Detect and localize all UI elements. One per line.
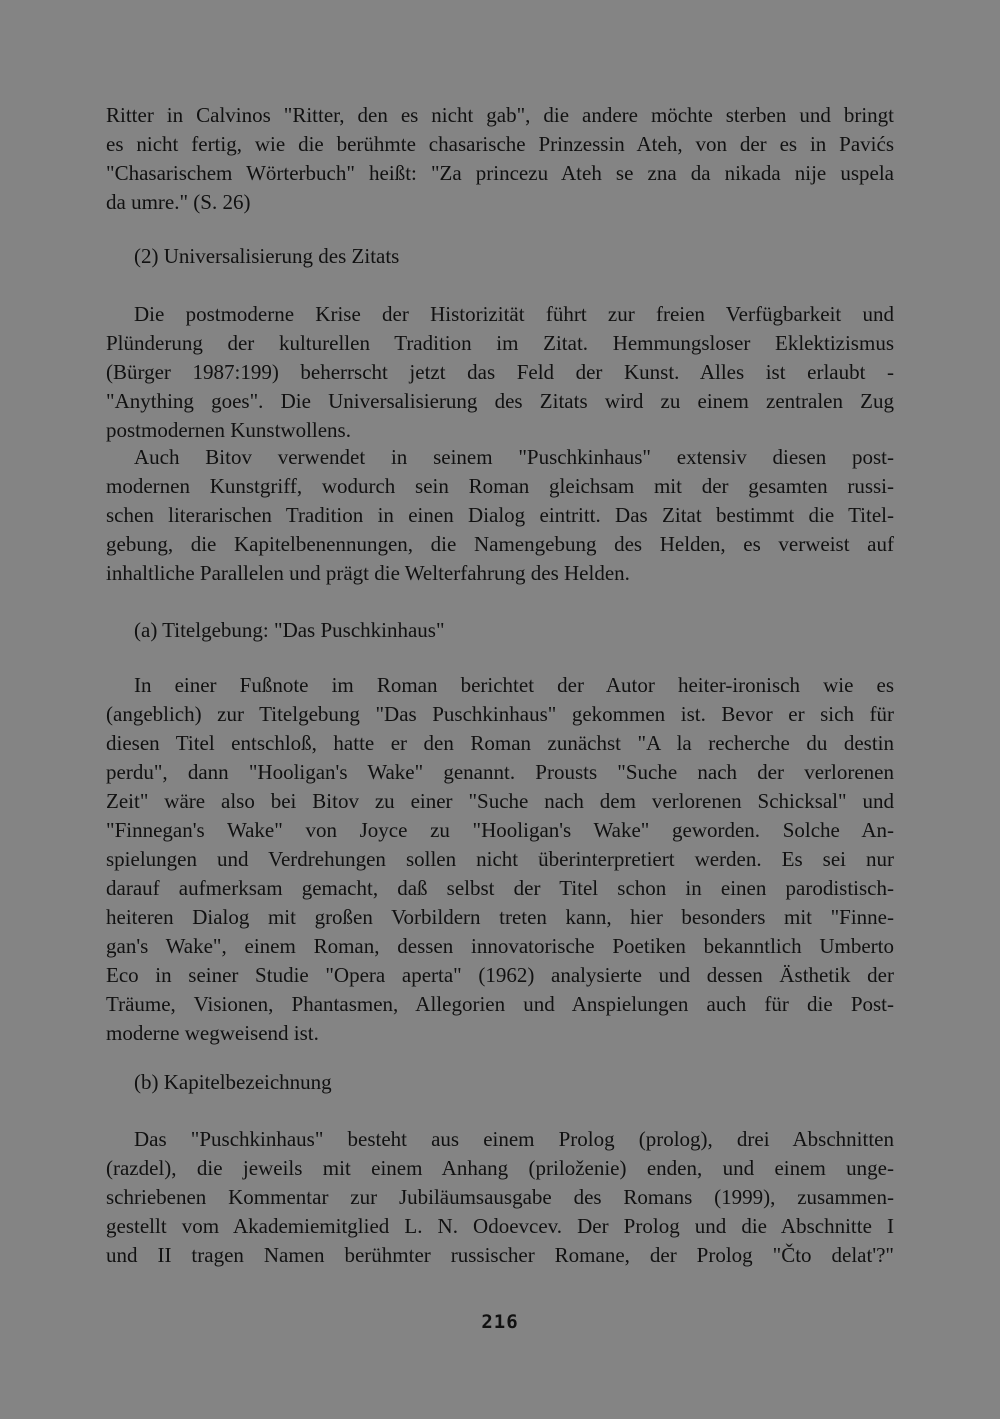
text-line: da umre." (S. 26) bbox=[106, 190, 251, 214]
text-line: "Anything goes". Die Universalisierung des Zitats wird zu einem zentralen Zug bbox=[106, 389, 894, 413]
paragraph bbox=[106, 1125, 894, 1270]
text-line: es nicht fertig, wie die berühmte chasarische Prinzessin Ateh, von der es in Pavićs bbox=[106, 132, 894, 156]
text-line: darauf aufmerksam gemacht, daß selbst der Titel schon in einen parodistisch- bbox=[106, 876, 894, 900]
text-line: diesen Titel entschloß, hatte er den Roman zunächst "A la recherche du destin bbox=[106, 731, 894, 755]
text-line: und II tragen Namen berühmter russischer Romane, der Prolog "Čto delat'?" bbox=[106, 1243, 894, 1267]
text-line: schriebenen Kommentar zur Jubiläumsausgabe des Romans (1999), zusammen- bbox=[106, 1185, 894, 1209]
text-line: Auch Bitov verwendet in seinem "Puschkinhaus" extensiv diesen post- bbox=[134, 445, 894, 469]
text-line: spielungen und Verdrehungen sollen nicht überinterpretiert werden. Es sei nur bbox=[106, 847, 894, 871]
text-line: Die postmoderne Krise der Historizität führt zur freien Verfügbarkeit und bbox=[134, 302, 894, 326]
section-heading: (2) Universalisierung des Zitats bbox=[134, 244, 400, 268]
page-number: 216 bbox=[481, 1311, 519, 1333]
text-line: Ritter in Calvinos "Ritter, den es nicht gab", die andere möchte sterben und bringt bbox=[106, 103, 894, 127]
text-line: (razdel), die jeweils mit einem Anhang (priloženie) enden, und einem unge- bbox=[106, 1156, 894, 1180]
text-line: moderne wegweisend ist. bbox=[106, 1021, 319, 1045]
paragraph-continued bbox=[106, 101, 894, 217]
text-line: Das "Puschkinhaus" besteht aus einem Prolog (prolog), drei Abschnitten bbox=[134, 1127, 894, 1151]
text-line: gebung, die Kapitelbenennungen, die Namengebung des Helden, es verweist auf bbox=[106, 532, 894, 556]
paragraph bbox=[106, 671, 894, 1048]
text-line: Zeit" wäre also bei Bitov zu einer "Suche nach dem verlorenen Schicksal" und bbox=[106, 789, 894, 813]
text-line: "Chasarischem Wörterbuch" heißt: "Za princezu Ateh se zna da nikada nije uspela bbox=[106, 161, 894, 185]
text-line: gan's Wake", einem Roman, dessen innovatorische Poetiken bekanntlich Umberto bbox=[106, 934, 894, 958]
subsection-heading: (b) Kapitelbezeichnung bbox=[134, 1070, 332, 1094]
text-line: (Bürger 1987:199) beherrscht jetzt das Feld der Kunst. Alles ist erlaubt - bbox=[106, 360, 894, 384]
text-line: Träume, Visionen, Phantasmen, Allegorien und Anspielungen auch für die Post- bbox=[106, 992, 894, 1016]
text-line: modernen Kunstgriff, wodurch sein Roman gleichsam mit der gesamten russi- bbox=[106, 474, 894, 498]
text-line: postmodernen Kunstwollens. bbox=[106, 418, 351, 442]
text-line: Eco in seiner Studie "Opera aperta" (1962) analysierte und dessen Ästhetik der bbox=[106, 963, 894, 987]
text-line: heiteren Dialog mit großen Vorbildern treten kann, hier besonders mit "Finne- bbox=[106, 905, 894, 929]
text-line: In einer Fußnote im Roman berichtet der Autor heiter-ironisch wie es bbox=[134, 673, 894, 697]
paragraph bbox=[106, 443, 894, 588]
text-line: "Finnegan's Wake" von Joyce zu "Hooligan's Wake" geworden. Solche An- bbox=[106, 818, 894, 842]
text-line: Plünderung der kulturellen Tradition im Zitat. Hemmungsloser Eklektizismus bbox=[106, 331, 894, 355]
text-line: schen literarischen Tradition in einen Dialog eintritt. Das Zitat bestimmt die Titel- bbox=[106, 503, 894, 527]
text-line: inhaltliche Parallelen und prägt die Welterfahrung des Helden. bbox=[106, 561, 630, 585]
subsection-heading: (a) Titelgebung: "Das Puschkinhaus" bbox=[134, 618, 445, 642]
text-line: perdu", dann "Hooligan's Wake" genannt. Prousts "Suche nach der verlorenen bbox=[106, 760, 894, 784]
paragraph bbox=[106, 300, 894, 445]
text-line: (angeblich) zur Titelgebung "Das Puschkinhaus" gekommen ist. Bevor er sich für bbox=[106, 702, 894, 726]
text-line: gestellt vom Akademiemitglied L. N. Odoevcev. Der Prolog und die Abschnitte I bbox=[106, 1214, 894, 1238]
